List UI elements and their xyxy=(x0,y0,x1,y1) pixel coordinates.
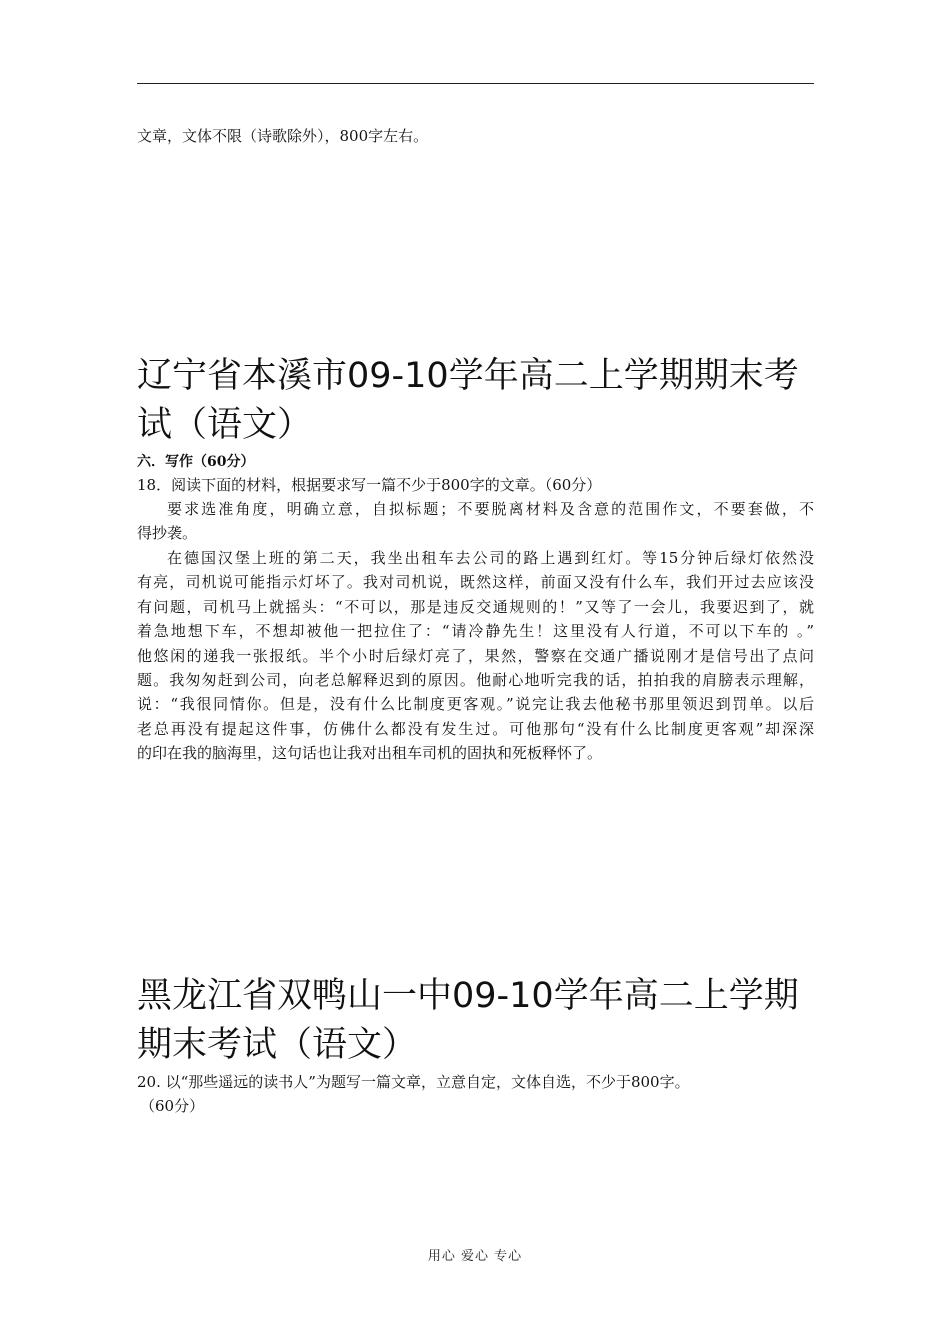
passage-line: 在德国汉堡上班的第二天，我坐出租车去公司的路上遇到红灯。等15分钟后绿灯依然没 xyxy=(167,549,814,567)
requirements-line: 得抄袭。 xyxy=(137,524,198,543)
section1-requirements xyxy=(137,497,814,546)
passage-line: 老总再没有提起这件事，仿佛什么都没有发生过。可他那句“没有什么比制度更客观”却深深 xyxy=(137,719,814,738)
section1-heading: 六．写作（60分） xyxy=(137,454,255,470)
requirements-line: 要求选准角度，明确立意，自拟标题；不要脱离材料及含意的范围作文，不要套做，不 xyxy=(167,500,814,518)
continued-text: 文章，文体不限（诗歌除外），800字左右。 xyxy=(137,127,429,145)
section2-title-line1: 黑龙江省双鸭山一中09-10学年高二上学期 xyxy=(137,976,799,1016)
passage-line: 他悠闲的递我一张报纸。半个小时后绿灯亮了，果然，警察在交通广播说刚才是信号出了点问 xyxy=(137,646,814,665)
section2-question-score: （60分） xyxy=(140,1097,205,1115)
section1-title-line1: 辽宁省本溪市09-10学年高二上学期期末考 xyxy=(137,356,799,396)
section1-question: 18．阅读下面的材料，根据要求写一篇不少于800字的文章。（60分） xyxy=(137,476,602,494)
section1-title-line2: 试（语文） xyxy=(137,405,313,445)
passage-line: 着急地想下车，不想却被他一把拉住了：“请冷静先生！这里没有人行道，不可以下车的 。” xyxy=(137,622,814,641)
page-footer: 用心 爱心 专心 xyxy=(427,1249,523,1264)
passage-line: 题。我匆匆赶到公司，向老总解释迟到的原因。他耐心地听完我的话，拍拍我的肩膀表示理解， xyxy=(137,671,814,690)
section2-question: 20. 以“那些遥远的读书人”为题写一篇文章，立意自定，文体自选，不少于800字。 xyxy=(137,1073,690,1091)
header-rule xyxy=(137,83,814,84)
passage-line: 的印在我的脑海里，这句话也让我对出租车司机的固执和死板释怀了。 xyxy=(137,744,603,763)
section1-passage xyxy=(137,546,814,766)
passage-line: 说：“我很同情你。但是，没有什么比制度更客观。”说完让我去他秘书那里领迟到罚单。以后 xyxy=(137,695,814,714)
section2-title-line2: 期末考试（语文） xyxy=(137,1025,418,1065)
passage-line: 有亮，司机说可能指示灯坏了。我对司机说，既然这样，前面又没有什么车，我们开过去应该没 xyxy=(137,573,814,592)
passage-line: 有问题，司机马上就摇头：“不可以，那是违反交通规则的！”又等了一会儿，我要迟到了，就 xyxy=(137,597,814,616)
